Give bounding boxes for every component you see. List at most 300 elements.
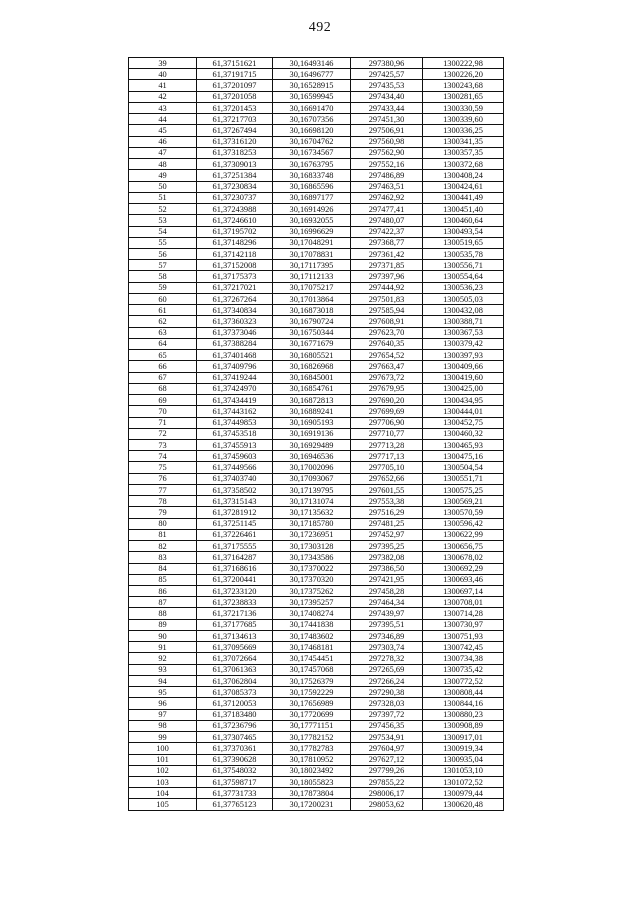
table-row xyxy=(129,518,504,529)
latitude-cell: 61,37183480 xyxy=(197,709,273,720)
longitude-cell: 30,16854761 xyxy=(273,383,351,394)
table-row xyxy=(129,91,504,102)
table-row xyxy=(129,732,504,743)
x-coordinate-cell: 297265,69 xyxy=(351,664,423,675)
longitude-cell: 30,16905193 xyxy=(273,417,351,428)
latitude-cell: 61,37373046 xyxy=(197,327,273,338)
table-row xyxy=(129,788,504,799)
table-row xyxy=(129,653,504,664)
latitude-cell: 61,37318253 xyxy=(197,147,273,158)
longitude-cell: 30,18023492 xyxy=(273,765,351,776)
point-number-cell: 50 xyxy=(129,181,197,192)
x-coordinate-cell: 297361,42 xyxy=(351,248,423,259)
point-number-cell: 53 xyxy=(129,215,197,226)
point-number-cell: 49 xyxy=(129,170,197,181)
y-coordinate-cell: 1300844,16 xyxy=(423,698,504,709)
y-coordinate-cell: 1300708,01 xyxy=(423,597,504,608)
point-number-cell: 57 xyxy=(129,260,197,271)
x-coordinate-cell: 297278,32 xyxy=(351,653,423,664)
point-number-cell: 97 xyxy=(129,709,197,720)
longitude-cell: 30,17139795 xyxy=(273,484,351,495)
point-number-cell: 46 xyxy=(129,136,197,147)
table-row xyxy=(129,248,504,259)
table-row xyxy=(129,451,504,462)
latitude-cell: 61,37281912 xyxy=(197,507,273,518)
point-number-cell: 85 xyxy=(129,574,197,585)
point-number-cell: 74 xyxy=(129,451,197,462)
table-row xyxy=(129,136,504,147)
x-coordinate-cell: 297855,22 xyxy=(351,777,423,788)
x-coordinate-cell: 297464,34 xyxy=(351,597,423,608)
point-number-cell: 73 xyxy=(129,439,197,450)
y-coordinate-cell: 1300979,44 xyxy=(423,788,504,799)
y-coordinate-cell: 1300656,75 xyxy=(423,541,504,552)
table-row xyxy=(129,395,504,406)
latitude-cell: 61,37453518 xyxy=(197,428,273,439)
x-coordinate-cell: 297328,03 xyxy=(351,698,423,709)
point-number-cell: 84 xyxy=(129,563,197,574)
y-coordinate-cell: 1300556,71 xyxy=(423,260,504,271)
longitude-cell: 30,16493146 xyxy=(273,58,351,69)
longitude-cell: 30,17185780 xyxy=(273,518,351,529)
longitude-cell: 30,16996629 xyxy=(273,226,351,237)
table-row xyxy=(129,215,504,226)
y-coordinate-cell: 1300409,66 xyxy=(423,361,504,372)
table-row xyxy=(129,361,504,372)
table-row xyxy=(129,799,504,810)
longitude-cell: 30,16496777 xyxy=(273,69,351,80)
longitude-cell: 30,17457068 xyxy=(273,664,351,675)
latitude-cell: 61,37072664 xyxy=(197,653,273,664)
table-row xyxy=(129,372,504,383)
y-coordinate-cell: 1300444,01 xyxy=(423,406,504,417)
point-number-cell: 81 xyxy=(129,529,197,540)
y-coordinate-cell: 1300397,93 xyxy=(423,350,504,361)
latitude-cell: 61,37434419 xyxy=(197,395,273,406)
longitude-cell: 30,16750344 xyxy=(273,327,351,338)
table-row xyxy=(129,462,504,473)
point-number-cell: 90 xyxy=(129,630,197,641)
point-number-cell: 41 xyxy=(129,80,197,91)
x-coordinate-cell: 297562,90 xyxy=(351,147,423,158)
x-coordinate-cell: 297481,25 xyxy=(351,518,423,529)
point-number-cell: 99 xyxy=(129,732,197,743)
longitude-cell: 30,16845001 xyxy=(273,372,351,383)
x-coordinate-cell: 297425,57 xyxy=(351,69,423,80)
y-coordinate-cell: 1300569,21 xyxy=(423,496,504,507)
y-coordinate-cell: 1300357,35 xyxy=(423,147,504,158)
x-coordinate-cell: 297501,83 xyxy=(351,293,423,304)
y-coordinate-cell: 1300808,44 xyxy=(423,687,504,698)
latitude-cell: 61,37230737 xyxy=(197,192,273,203)
longitude-cell: 30,16790724 xyxy=(273,316,351,327)
x-coordinate-cell: 297706,90 xyxy=(351,417,423,428)
x-coordinate-cell: 297717,13 xyxy=(351,451,423,462)
longitude-cell: 30,17656989 xyxy=(273,698,351,709)
y-coordinate-cell: 1300460,32 xyxy=(423,428,504,439)
y-coordinate-cell: 1300519,65 xyxy=(423,237,504,248)
coordinates-table-body xyxy=(129,58,504,811)
x-coordinate-cell: 297397,72 xyxy=(351,709,423,720)
longitude-cell: 30,16833748 xyxy=(273,170,351,181)
latitude-cell: 61,37168616 xyxy=(197,563,273,574)
y-coordinate-cell: 1300734,38 xyxy=(423,653,504,664)
latitude-cell: 61,37148296 xyxy=(197,237,273,248)
y-coordinate-cell: 1300432,08 xyxy=(423,305,504,316)
latitude-cell: 61,37401468 xyxy=(197,350,273,361)
latitude-cell: 61,37267264 xyxy=(197,293,273,304)
y-coordinate-cell: 1300367,53 xyxy=(423,327,504,338)
y-coordinate-cell: 1300451,40 xyxy=(423,204,504,215)
x-coordinate-cell: 297552,16 xyxy=(351,159,423,170)
y-coordinate-cell: 1300505,03 xyxy=(423,293,504,304)
point-number-cell: 39 xyxy=(129,58,197,69)
x-coordinate-cell: 297368,77 xyxy=(351,237,423,248)
x-coordinate-cell: 297290,38 xyxy=(351,687,423,698)
x-coordinate-cell: 297516,29 xyxy=(351,507,423,518)
longitude-cell: 30,17013864 xyxy=(273,293,351,304)
table-row xyxy=(129,350,504,361)
longitude-cell: 30,16914926 xyxy=(273,204,351,215)
longitude-cell: 30,16734567 xyxy=(273,147,351,158)
longitude-cell: 30,17592229 xyxy=(273,687,351,698)
longitude-cell: 30,17526379 xyxy=(273,675,351,686)
x-coordinate-cell: 297480,07 xyxy=(351,215,423,226)
latitude-cell: 61,37201097 xyxy=(197,80,273,91)
y-coordinate-cell: 1300452,75 xyxy=(423,417,504,428)
latitude-cell: 61,37419244 xyxy=(197,372,273,383)
latitude-cell: 61,37449566 xyxy=(197,462,273,473)
y-coordinate-cell: 1300596,42 xyxy=(423,518,504,529)
latitude-cell: 61,37459603 xyxy=(197,451,273,462)
x-coordinate-cell: 297705,10 xyxy=(351,462,423,473)
y-coordinate-cell: 1300336,25 xyxy=(423,125,504,136)
longitude-cell: 30,16771679 xyxy=(273,338,351,349)
y-coordinate-cell: 1300341,35 xyxy=(423,136,504,147)
y-coordinate-cell: 1300425,00 xyxy=(423,383,504,394)
longitude-cell: 30,17370320 xyxy=(273,574,351,585)
longitude-cell: 30,16805521 xyxy=(273,350,351,361)
y-coordinate-cell: 1300714,28 xyxy=(423,608,504,619)
longitude-cell: 30,17048291 xyxy=(273,237,351,248)
longitude-cell: 30,16763795 xyxy=(273,159,351,170)
x-coordinate-cell: 297452,97 xyxy=(351,529,423,540)
point-number-cell: 65 xyxy=(129,350,197,361)
latitude-cell: 61,37267494 xyxy=(197,125,273,136)
longitude-cell: 30,16865596 xyxy=(273,181,351,192)
x-coordinate-cell: 297395,51 xyxy=(351,619,423,630)
table-row xyxy=(129,541,504,552)
longitude-cell: 30,17078831 xyxy=(273,248,351,259)
point-number-cell: 55 xyxy=(129,237,197,248)
y-coordinate-cell: 1300460,64 xyxy=(423,215,504,226)
table-row xyxy=(129,529,504,540)
point-number-cell: 105 xyxy=(129,799,197,810)
point-number-cell: 96 xyxy=(129,698,197,709)
latitude-cell: 61,37195702 xyxy=(197,226,273,237)
point-number-cell: 40 xyxy=(129,69,197,80)
x-coordinate-cell: 297434,40 xyxy=(351,91,423,102)
table-row xyxy=(129,709,504,720)
table-row xyxy=(129,439,504,450)
x-coordinate-cell: 297652,66 xyxy=(351,473,423,484)
table-row xyxy=(129,563,504,574)
point-number-cell: 93 xyxy=(129,664,197,675)
point-number-cell: 95 xyxy=(129,687,197,698)
longitude-cell: 30,17131074 xyxy=(273,496,351,507)
x-coordinate-cell: 297382,08 xyxy=(351,552,423,563)
longitude-cell: 30,17395257 xyxy=(273,597,351,608)
latitude-cell: 61,37443162 xyxy=(197,406,273,417)
y-coordinate-cell: 1300692,29 xyxy=(423,563,504,574)
coordinates-table-container xyxy=(128,57,504,811)
x-coordinate-cell: 297690,20 xyxy=(351,395,423,406)
point-number-cell: 51 xyxy=(129,192,197,203)
latitude-cell: 61,37164287 xyxy=(197,552,273,563)
point-number-cell: 82 xyxy=(129,541,197,552)
latitude-cell: 61,37230834 xyxy=(197,181,273,192)
table-row xyxy=(129,552,504,563)
latitude-cell: 61,37201453 xyxy=(197,102,273,113)
longitude-cell: 30,16919136 xyxy=(273,428,351,439)
y-coordinate-cell: 1300281,65 xyxy=(423,91,504,102)
page-number: 492 xyxy=(308,20,332,35)
latitude-cell: 61,37316120 xyxy=(197,136,273,147)
y-coordinate-cell: 1300465,93 xyxy=(423,439,504,450)
table-row xyxy=(129,675,504,686)
table-row xyxy=(129,664,504,675)
point-number-cell: 60 xyxy=(129,293,197,304)
point-number-cell: 86 xyxy=(129,586,197,597)
latitude-cell: 61,37409796 xyxy=(197,361,273,372)
longitude-cell: 30,17093067 xyxy=(273,473,351,484)
table-row xyxy=(129,204,504,215)
point-number-cell: 68 xyxy=(129,383,197,394)
x-coordinate-cell: 297553,38 xyxy=(351,496,423,507)
latitude-cell: 61,37175555 xyxy=(197,541,273,552)
latitude-cell: 61,37217136 xyxy=(197,608,273,619)
table-row xyxy=(129,80,504,91)
table-row xyxy=(129,473,504,484)
x-coordinate-cell: 297456,35 xyxy=(351,720,423,731)
latitude-cell: 61,37315143 xyxy=(197,496,273,507)
x-coordinate-cell: 297421,95 xyxy=(351,574,423,585)
latitude-cell: 61,37238833 xyxy=(197,597,273,608)
table-row xyxy=(129,642,504,653)
x-coordinate-cell: 297623,70 xyxy=(351,327,423,338)
table-row xyxy=(129,125,504,136)
point-number-cell: 88 xyxy=(129,608,197,619)
longitude-cell: 30,17483602 xyxy=(273,630,351,641)
table-row xyxy=(129,282,504,293)
table-row xyxy=(129,720,504,731)
table-row xyxy=(129,338,504,349)
y-coordinate-cell: 1300504,54 xyxy=(423,462,504,473)
latitude-cell: 61,37061363 xyxy=(197,664,273,675)
table-row xyxy=(129,754,504,765)
latitude-cell: 61,37731733 xyxy=(197,788,273,799)
latitude-cell: 61,37152008 xyxy=(197,260,273,271)
table-row xyxy=(129,383,504,394)
latitude-cell: 61,37134613 xyxy=(197,630,273,641)
latitude-cell: 61,37598717 xyxy=(197,777,273,788)
y-coordinate-cell: 1300339,60 xyxy=(423,114,504,125)
y-coordinate-cell: 1300751,93 xyxy=(423,630,504,641)
y-coordinate-cell: 1300330,59 xyxy=(423,102,504,113)
x-coordinate-cell: 297699,69 xyxy=(351,406,423,417)
latitude-cell: 61,37217703 xyxy=(197,114,273,125)
x-coordinate-cell: 297266,24 xyxy=(351,675,423,686)
y-coordinate-cell: 1300772,52 xyxy=(423,675,504,686)
point-number-cell: 103 xyxy=(129,777,197,788)
latitude-cell: 61,37309013 xyxy=(197,159,273,170)
longitude-cell: 30,17200231 xyxy=(273,799,351,810)
table-row xyxy=(129,417,504,428)
point-number-cell: 100 xyxy=(129,743,197,754)
y-coordinate-cell: 1301053,10 xyxy=(423,765,504,776)
table-row xyxy=(129,58,504,69)
latitude-cell: 61,37424970 xyxy=(197,383,273,394)
point-number-cell: 75 xyxy=(129,462,197,473)
y-coordinate-cell: 1300419,60 xyxy=(423,372,504,383)
coordinates-table xyxy=(128,57,504,811)
y-coordinate-cell: 1300493,54 xyxy=(423,226,504,237)
y-coordinate-cell: 1300379,42 xyxy=(423,338,504,349)
x-coordinate-cell: 297444,92 xyxy=(351,282,423,293)
latitude-cell: 61,37251384 xyxy=(197,170,273,181)
x-coordinate-cell: 297679,95 xyxy=(351,383,423,394)
latitude-cell: 61,37370361 xyxy=(197,743,273,754)
y-coordinate-cell: 1300243,68 xyxy=(423,80,504,91)
table-row xyxy=(129,192,504,203)
x-coordinate-cell: 298006,17 xyxy=(351,788,423,799)
x-coordinate-cell: 297303,74 xyxy=(351,642,423,653)
longitude-cell: 30,17117395 xyxy=(273,260,351,271)
x-coordinate-cell: 297506,91 xyxy=(351,125,423,136)
point-number-cell: 104 xyxy=(129,788,197,799)
point-number-cell: 67 xyxy=(129,372,197,383)
x-coordinate-cell: 297371,85 xyxy=(351,260,423,271)
longitude-cell: 30,17782152 xyxy=(273,732,351,743)
x-coordinate-cell: 297346,89 xyxy=(351,630,423,641)
x-coordinate-cell: 297422,37 xyxy=(351,226,423,237)
x-coordinate-cell: 297601,55 xyxy=(351,484,423,495)
latitude-cell: 61,37062804 xyxy=(197,675,273,686)
table-row xyxy=(129,305,504,316)
table-row xyxy=(129,69,504,80)
table-row xyxy=(129,484,504,495)
longitude-cell: 30,17873804 xyxy=(273,788,351,799)
longitude-cell: 30,17810952 xyxy=(273,754,351,765)
latitude-cell: 61,37548032 xyxy=(197,765,273,776)
longitude-cell: 30,17375262 xyxy=(273,586,351,597)
y-coordinate-cell: 1300475,16 xyxy=(423,451,504,462)
y-coordinate-cell: 1300570,59 xyxy=(423,507,504,518)
point-number-cell: 89 xyxy=(129,619,197,630)
y-coordinate-cell: 1300917,01 xyxy=(423,732,504,743)
latitude-cell: 61,37175373 xyxy=(197,271,273,282)
latitude-cell: 61,37449853 xyxy=(197,417,273,428)
y-coordinate-cell: 1300880,23 xyxy=(423,709,504,720)
point-number-cell: 62 xyxy=(129,316,197,327)
longitude-cell: 30,16946536 xyxy=(273,451,351,462)
x-coordinate-cell: 297486,89 xyxy=(351,170,423,181)
table-row xyxy=(129,293,504,304)
latitude-cell: 61,37120053 xyxy=(197,698,273,709)
point-number-cell: 63 xyxy=(129,327,197,338)
y-coordinate-cell: 1300388,71 xyxy=(423,316,504,327)
latitude-cell: 61,37236796 xyxy=(197,720,273,731)
latitude-cell: 61,37151621 xyxy=(197,58,273,69)
table-row xyxy=(129,159,504,170)
point-number-cell: 59 xyxy=(129,282,197,293)
latitude-cell: 61,37765123 xyxy=(197,799,273,810)
y-coordinate-cell: 1300742,45 xyxy=(423,642,504,653)
y-coordinate-cell: 1300226,20 xyxy=(423,69,504,80)
latitude-cell: 61,37243988 xyxy=(197,204,273,215)
table-row xyxy=(129,574,504,585)
longitude-cell: 30,16691470 xyxy=(273,102,351,113)
point-number-cell: 70 xyxy=(129,406,197,417)
x-coordinate-cell: 297435,53 xyxy=(351,80,423,91)
longitude-cell: 30,16872813 xyxy=(273,395,351,406)
x-coordinate-cell: 297608,91 xyxy=(351,316,423,327)
point-number-cell: 76 xyxy=(129,473,197,484)
latitude-cell: 61,37200441 xyxy=(197,574,273,585)
longitude-cell: 30,16889241 xyxy=(273,406,351,417)
point-number-cell: 69 xyxy=(129,395,197,406)
point-number-cell: 64 xyxy=(129,338,197,349)
x-coordinate-cell: 297654,52 xyxy=(351,350,423,361)
y-coordinate-cell: 1300536,23 xyxy=(423,282,504,293)
table-row xyxy=(129,226,504,237)
x-coordinate-cell: 297451,30 xyxy=(351,114,423,125)
table-row xyxy=(129,586,504,597)
x-coordinate-cell: 297439,97 xyxy=(351,608,423,619)
y-coordinate-cell: 1300693,46 xyxy=(423,574,504,585)
table-row xyxy=(129,406,504,417)
latitude-cell: 61,37390628 xyxy=(197,754,273,765)
table-row xyxy=(129,777,504,788)
longitude-cell: 30,17441838 xyxy=(273,619,351,630)
x-coordinate-cell: 297462,92 xyxy=(351,192,423,203)
longitude-cell: 30,16528915 xyxy=(273,80,351,91)
x-coordinate-cell: 297640,35 xyxy=(351,338,423,349)
latitude-cell: 61,37217021 xyxy=(197,282,273,293)
x-coordinate-cell: 297585,94 xyxy=(351,305,423,316)
latitude-cell: 61,37251145 xyxy=(197,518,273,529)
longitude-cell: 30,17771151 xyxy=(273,720,351,731)
y-coordinate-cell: 1300697,14 xyxy=(423,586,504,597)
point-number-cell: 78 xyxy=(129,496,197,507)
table-row xyxy=(129,114,504,125)
longitude-cell: 30,17112133 xyxy=(273,271,351,282)
point-number-cell: 61 xyxy=(129,305,197,316)
longitude-cell: 30,17303128 xyxy=(273,541,351,552)
y-coordinate-cell: 1300434,95 xyxy=(423,395,504,406)
point-number-cell: 91 xyxy=(129,642,197,653)
table-row xyxy=(129,743,504,754)
table-row xyxy=(129,327,504,338)
y-coordinate-cell: 1300622,99 xyxy=(423,529,504,540)
y-coordinate-cell: 1301072,52 xyxy=(423,777,504,788)
table-row xyxy=(129,102,504,113)
x-coordinate-cell: 297463,51 xyxy=(351,181,423,192)
y-coordinate-cell: 1300554,64 xyxy=(423,271,504,282)
table-row xyxy=(129,507,504,518)
y-coordinate-cell: 1300678,02 xyxy=(423,552,504,563)
point-number-cell: 92 xyxy=(129,653,197,664)
